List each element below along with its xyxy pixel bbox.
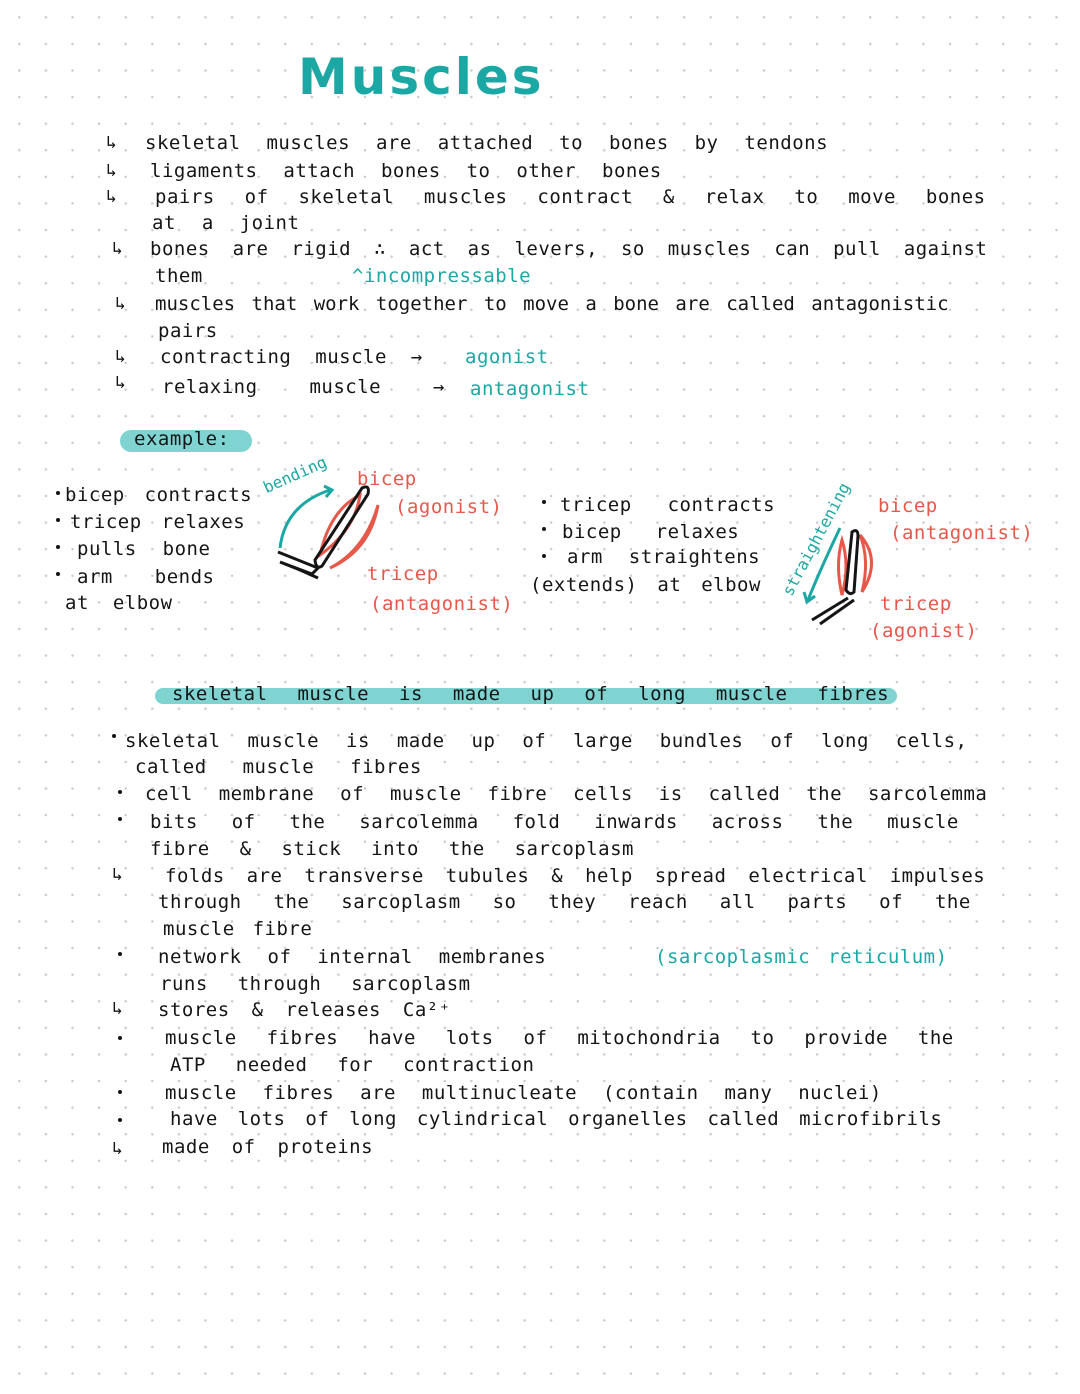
- arrow-bullet-icon: ↳: [115, 372, 126, 393]
- bullet-dot: [118, 1090, 122, 1094]
- sarcoplasmic-reticulum-note: (sarcoplasmic reticulum): [655, 946, 948, 968]
- section-heading: skeletal muscle is made up of long muscle fibres: [172, 683, 890, 705]
- example-point: bicep relaxes: [562, 521, 740, 543]
- note-line: skeletal muscles are attached to bones by tendons: [145, 132, 829, 154]
- note-line: network of internal membranes: [158, 946, 547, 968]
- bending-label: bending: [260, 452, 330, 497]
- agonist-term: agonist: [465, 346, 549, 368]
- bullet-dot: [118, 1118, 122, 1122]
- tricep-role: (antagonist): [370, 593, 514, 615]
- tricep-label: tricep: [367, 563, 439, 585]
- arrow-bullet-icon: ↳: [115, 293, 126, 314]
- note-line: made of proteins: [162, 1136, 374, 1158]
- example-point: bicep contracts: [65, 484, 253, 506]
- bullet-dot: [56, 491, 60, 495]
- bicep-label: bicep: [357, 468, 417, 490]
- page-title: Muscles: [298, 48, 545, 106]
- incompressable-annotation: ^incompressable: [352, 265, 532, 287]
- note-line: contracting muscle →: [160, 346, 423, 368]
- bullet-dot: [118, 952, 122, 956]
- arrow-bullet-icon: ↳: [112, 998, 123, 1019]
- note-line: bits of the sarcolemma fold inwards across the muscle: [150, 811, 959, 833]
- bullet-dot: [118, 790, 122, 794]
- upper-arm-bone: [846, 531, 858, 594]
- arrow-bullet-icon: ↳: [112, 238, 123, 259]
- arrow-bullet-icon: ↳: [106, 160, 117, 181]
- arrow-bullet-icon: ↳: [106, 132, 117, 153]
- note-line: pairs of skeletal muscles contract & relax to move bones: [155, 186, 986, 208]
- bullet-dot: [118, 1036, 122, 1040]
- note-line: through the sarcoplasm so they reach all parts of the: [158, 891, 971, 913]
- note-line: cell membrane of muscle fibre cells is called the sarcolemma: [145, 783, 988, 805]
- note-line: runs through sarcoplasm: [160, 973, 471, 995]
- note-line: ATP needed for contraction: [170, 1054, 535, 1076]
- bicep-muscle: [320, 495, 360, 555]
- arrow-bullet-icon: ↳: [112, 864, 123, 885]
- bullet-dot: [56, 572, 60, 576]
- bicep-label: bicep: [878, 495, 938, 517]
- arrow-bullet-icon: ↳: [106, 186, 117, 207]
- bullet-dot: [56, 518, 60, 522]
- note-line: muscle fibres have lots of mitochondria to provide the: [165, 1027, 954, 1049]
- note-line: have lots of long cylindrical organelles called microfibrils: [170, 1108, 943, 1130]
- example-label: example:: [134, 428, 230, 450]
- example-point: arm bends: [77, 566, 215, 588]
- note-line: bones are rigid ∴ act as levers, so muscles can pull against: [150, 238, 988, 260]
- note-line: them: [155, 265, 203, 287]
- arrow-bullet-icon: ↳: [115, 346, 126, 367]
- note-line: muscles that work together to move a bone are called antagonistic: [155, 293, 949, 315]
- example-point: pulls bone: [77, 538, 211, 560]
- note-line: fibre & stick into the sarcoplasm: [150, 838, 634, 860]
- bullet-dot: [542, 554, 546, 558]
- tricep-muscle: [860, 535, 872, 592]
- upper-arm-bone: [278, 552, 318, 578]
- bicep-role: (agonist): [395, 496, 503, 518]
- bullet-dot: [112, 734, 116, 738]
- note-line: stores & releases Ca²⁺: [158, 999, 451, 1021]
- arrow-bullet-icon: ↳: [112, 1138, 123, 1159]
- straightening-label: straightening: [778, 479, 854, 599]
- note-line: called muscle fibres: [135, 756, 422, 778]
- example-point: at elbow: [65, 592, 173, 614]
- bullet-dot: [56, 545, 60, 549]
- note-line: muscle fibre: [163, 918, 313, 940]
- note-line: relaxing muscle →: [162, 376, 445, 398]
- forearm-bone: [812, 598, 854, 624]
- note-line: muscle fibres are multinucleate (contain many nuclei): [165, 1082, 882, 1104]
- example-point: tricep relaxes: [70, 511, 246, 533]
- bending-arrow: [280, 490, 330, 548]
- bullet-dot: [118, 817, 122, 821]
- example-point: tricep contracts: [560, 494, 776, 516]
- note-line: skeletal muscle is made up of large bundles of long cells,: [125, 730, 968, 752]
- example-point: (extends) at elbow: [530, 574, 761, 596]
- bicep-role: (antagonist): [890, 522, 1034, 544]
- note-line: pairs: [158, 320, 218, 342]
- bullet-dot: [542, 527, 546, 531]
- note-line: at a joint: [152, 212, 300, 234]
- note-line: folds are transverse tubules & help spread electrical impulses: [165, 865, 986, 887]
- antagonist-term: antagonist: [470, 378, 590, 400]
- example-point: arm straightens: [567, 546, 761, 568]
- bullet-dot: [542, 500, 546, 504]
- tricep-role: (agonist): [870, 620, 978, 642]
- note-line: ligaments attach bones to other bones: [150, 160, 662, 182]
- tricep-label: tricep: [880, 593, 952, 615]
